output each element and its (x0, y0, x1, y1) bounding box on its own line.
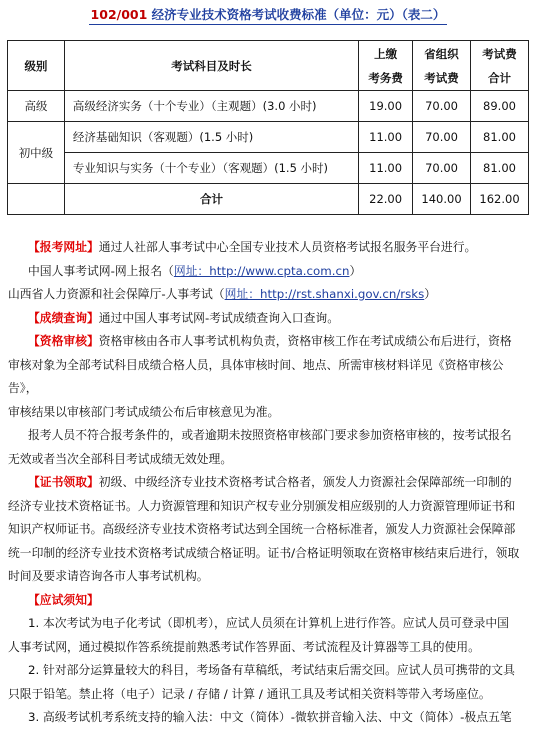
notice-item1-line-2: 人事考试网，通过模拟作答系统提前熟悉考试作答界面、考试流程及计算器等工具的使用。 (8, 639, 480, 654)
certificate-line-4: 统一印制的经济专业技术资格考试成绩合格证明。证书/合格证明领取在资格审核结束后进行，领取 (8, 545, 520, 560)
header-total-line2: 合计 (488, 70, 512, 85)
score-tag: 【成绩查询】 (28, 310, 99, 325)
review-para2-line-1: 报考人员不符合报考条件的，或者逾期未按照资格审核部门要求参加资格审核的，按考试报名 (28, 428, 512, 442)
notice-item2-line-1: 2. 针对部分运算量较大的科目，考场备有草稿纸，考试结束后需交回。应试人员可携带的文具 (28, 663, 515, 677)
header-total-line1: 考试费 (482, 46, 517, 61)
header-exam-fee-line1: 上缴 (374, 46, 398, 61)
notice-item1-line-1: 1. 本次考试为电子化考试（即机考），应试人员须在计算机上进行作答。应试人员可登录中国 (28, 616, 509, 630)
page-title (0, 5, 536, 25)
total-org-fee: 140.00 (413, 184, 471, 215)
title-text: 经济专业技术资格考试收费标准（单位：元）（表二） (151, 7, 446, 22)
row-org-fee: 70.00 (413, 91, 471, 122)
row-level: 初中级 (8, 122, 65, 184)
header-total (471, 41, 529, 91)
site1-line (8, 260, 528, 284)
certificate-line-5: 时间及要求请咨询各市人事考试机构。 (8, 569, 209, 583)
row-level: 高级 (8, 91, 65, 122)
header-org-fee-line2: 考试费 (424, 70, 459, 85)
row-subject: 经济基础知识（客观题）(1.5 小时) (64, 122, 358, 153)
notice-tag: 【应试须知】 (28, 592, 99, 607)
review-line-1 (8, 330, 528, 354)
table-total-row (8, 184, 529, 215)
review-line-3: 审核结果以审核部门考试成绩公布后审核意见为准。 (8, 404, 280, 419)
row-exam-fee: 11.00 (359, 122, 413, 153)
total-empty-cell (8, 184, 65, 215)
score-text: 通过中国人事考试网-考试成绩查询入口查询。 (98, 310, 339, 325)
notice-item2-line-2: 只限于铅笔。禁止将（电子）记录 / 存储 / 计算 / 通讯工具及考试相关资料等带入考场座位。 (8, 686, 491, 701)
row-exam-fee: 11.00 (359, 153, 413, 184)
table-row (8, 122, 529, 153)
row-total: 81.00 (471, 153, 529, 184)
notice-heading (8, 589, 528, 613)
row-total: 89.00 (471, 91, 529, 122)
row-org-fee: 70.00 (413, 153, 471, 184)
row-subject: 专业知识与实务（十个专业）（客观题）(1.5 小时) (64, 153, 358, 184)
row-subject: 高级经济实务（十个专业）（主观题）(3.0 小时) (64, 91, 358, 122)
total-label: 合计 (64, 184, 358, 215)
certificate-line-1 (8, 471, 528, 495)
table-header-row (8, 41, 529, 91)
review-para2-line-2: 无效或者当次全部科目考试成绩无效处理。 (8, 451, 233, 466)
fee-table (7, 40, 529, 215)
site2-line (8, 283, 528, 307)
notice-item3-line-1: 3. 高级考试机考系统支持的输入法：中文（简体）-微软拼音输入法、中文（简体）-极点五笔 (28, 710, 512, 724)
row-exam-fee: 19.00 (359, 91, 413, 122)
row-org-fee: 70.00 (413, 122, 471, 153)
site1-suffix: ） (349, 263, 362, 278)
total-exam-fee: 22.00 (359, 184, 413, 215)
review-line-2: 审核对象为全部考试科目成绩合格人员，具体审核时间、地点、所需审核材料详见《资格审核公告》， (8, 357, 504, 395)
registration-tag: 【报考网址】 (28, 240, 99, 254)
certificate-text-1: 初级、中级经济专业技术资格考试合格者，颁发人力资源社会保障部统一印制的 (98, 475, 512, 489)
header-org-fee-line1: 省组织 (424, 46, 459, 61)
total-sum: 162.00 (471, 184, 529, 215)
title-code: 102/001 (90, 7, 148, 22)
header-subject: 考试科目及时长 (64, 41, 358, 91)
header-exam-fee-line2: 考务费 (368, 70, 403, 85)
registration-text: 通过人社部人事考试中心全国专业技术人员资格考试报名服务平台进行。 (98, 240, 477, 254)
table-row (8, 153, 529, 184)
certificate-line-3: 知识产权师证书。高级经济专业技术资格考试达到全国统一合格标准者，颁发人力资源社会保障部 (8, 522, 516, 536)
score-line (8, 307, 528, 331)
registration-line (8, 236, 528, 260)
table-row (8, 91, 529, 122)
certificate-line-2: 经济专业技术资格证书。人力资源管理和知识产权专业分别颁发相应级别的人力资源管理师证书和 (8, 498, 516, 513)
review-text-1: 资格审核由各市人事考试机构负责，资格审核工作在考试成绩公布后进行，资格 (98, 334, 512, 348)
info-body (8, 236, 528, 730)
certificate-tag: 【证书领取】 (28, 475, 99, 489)
review-tag: 【资格审核】 (28, 334, 99, 348)
header-exam-fee (359, 41, 413, 91)
cpta-link[interactable]: 网址：http://www.cpta.com.cn (173, 263, 350, 278)
site2-suffix: ） (424, 287, 437, 301)
row-total: 81.00 (471, 122, 529, 153)
site1-prefix: 中国人事考试网-网上报名（ (28, 263, 174, 278)
header-org-fee (413, 41, 471, 91)
shanxi-link[interactable]: 网址：http://rst.shanxi.gov.cn/rsks (224, 287, 425, 301)
site2-prefix: 山西省人力资源和社会保障厅-人事考试（ (8, 287, 225, 301)
header-level: 级别 (8, 41, 65, 91)
